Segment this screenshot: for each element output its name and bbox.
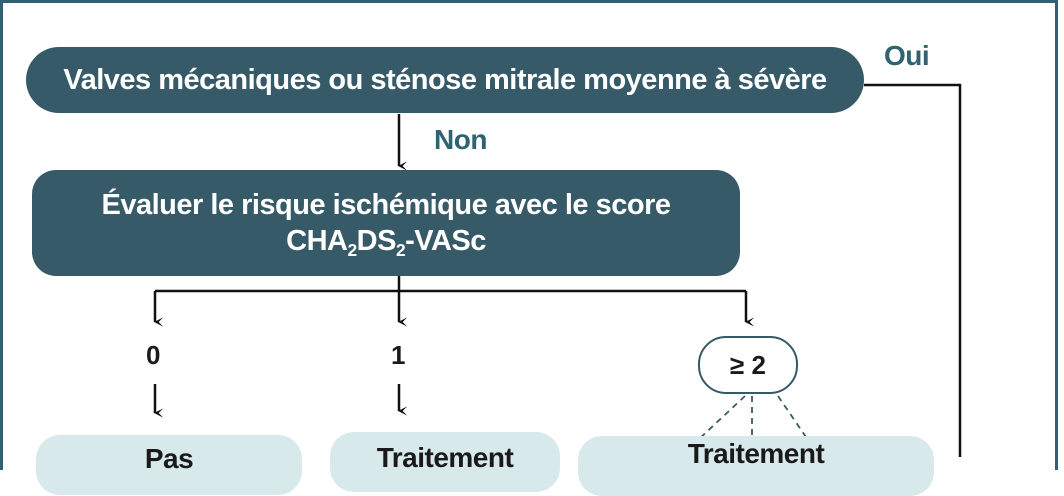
outcome-box-0	[36, 435, 302, 495]
score-2-pill	[698, 336, 798, 394]
question1-text: Valves mécaniques ou sténose mitrale moyenne à sévère	[63, 63, 827, 96]
outcome-1-text: Traitement	[376, 442, 514, 473]
question2-line2: $CHA_2DS_2$-VASc	[286, 225, 486, 261]
label-oui: Oui	[884, 40, 930, 71]
question2-line1: Évaluer le risque ischémique avec le score	[101, 189, 671, 221]
oui-connector	[864, 85, 960, 457]
score-2: ≥ 2	[730, 349, 766, 380]
dashed-right	[778, 396, 808, 440]
outcome-0-text: Pas	[144, 443, 194, 474]
dashed-left	[698, 396, 745, 440]
question-box-score	[32, 170, 740, 276]
question-box-valves	[26, 47, 864, 113]
outcome-2-text: Traitement	[687, 438, 825, 469]
label-non: Non	[434, 124, 487, 155]
score-1: 1	[391, 340, 406, 370]
outcome-box-1	[330, 432, 560, 492]
score-0: 0	[146, 340, 161, 370]
outcome-box-2	[578, 436, 934, 496]
